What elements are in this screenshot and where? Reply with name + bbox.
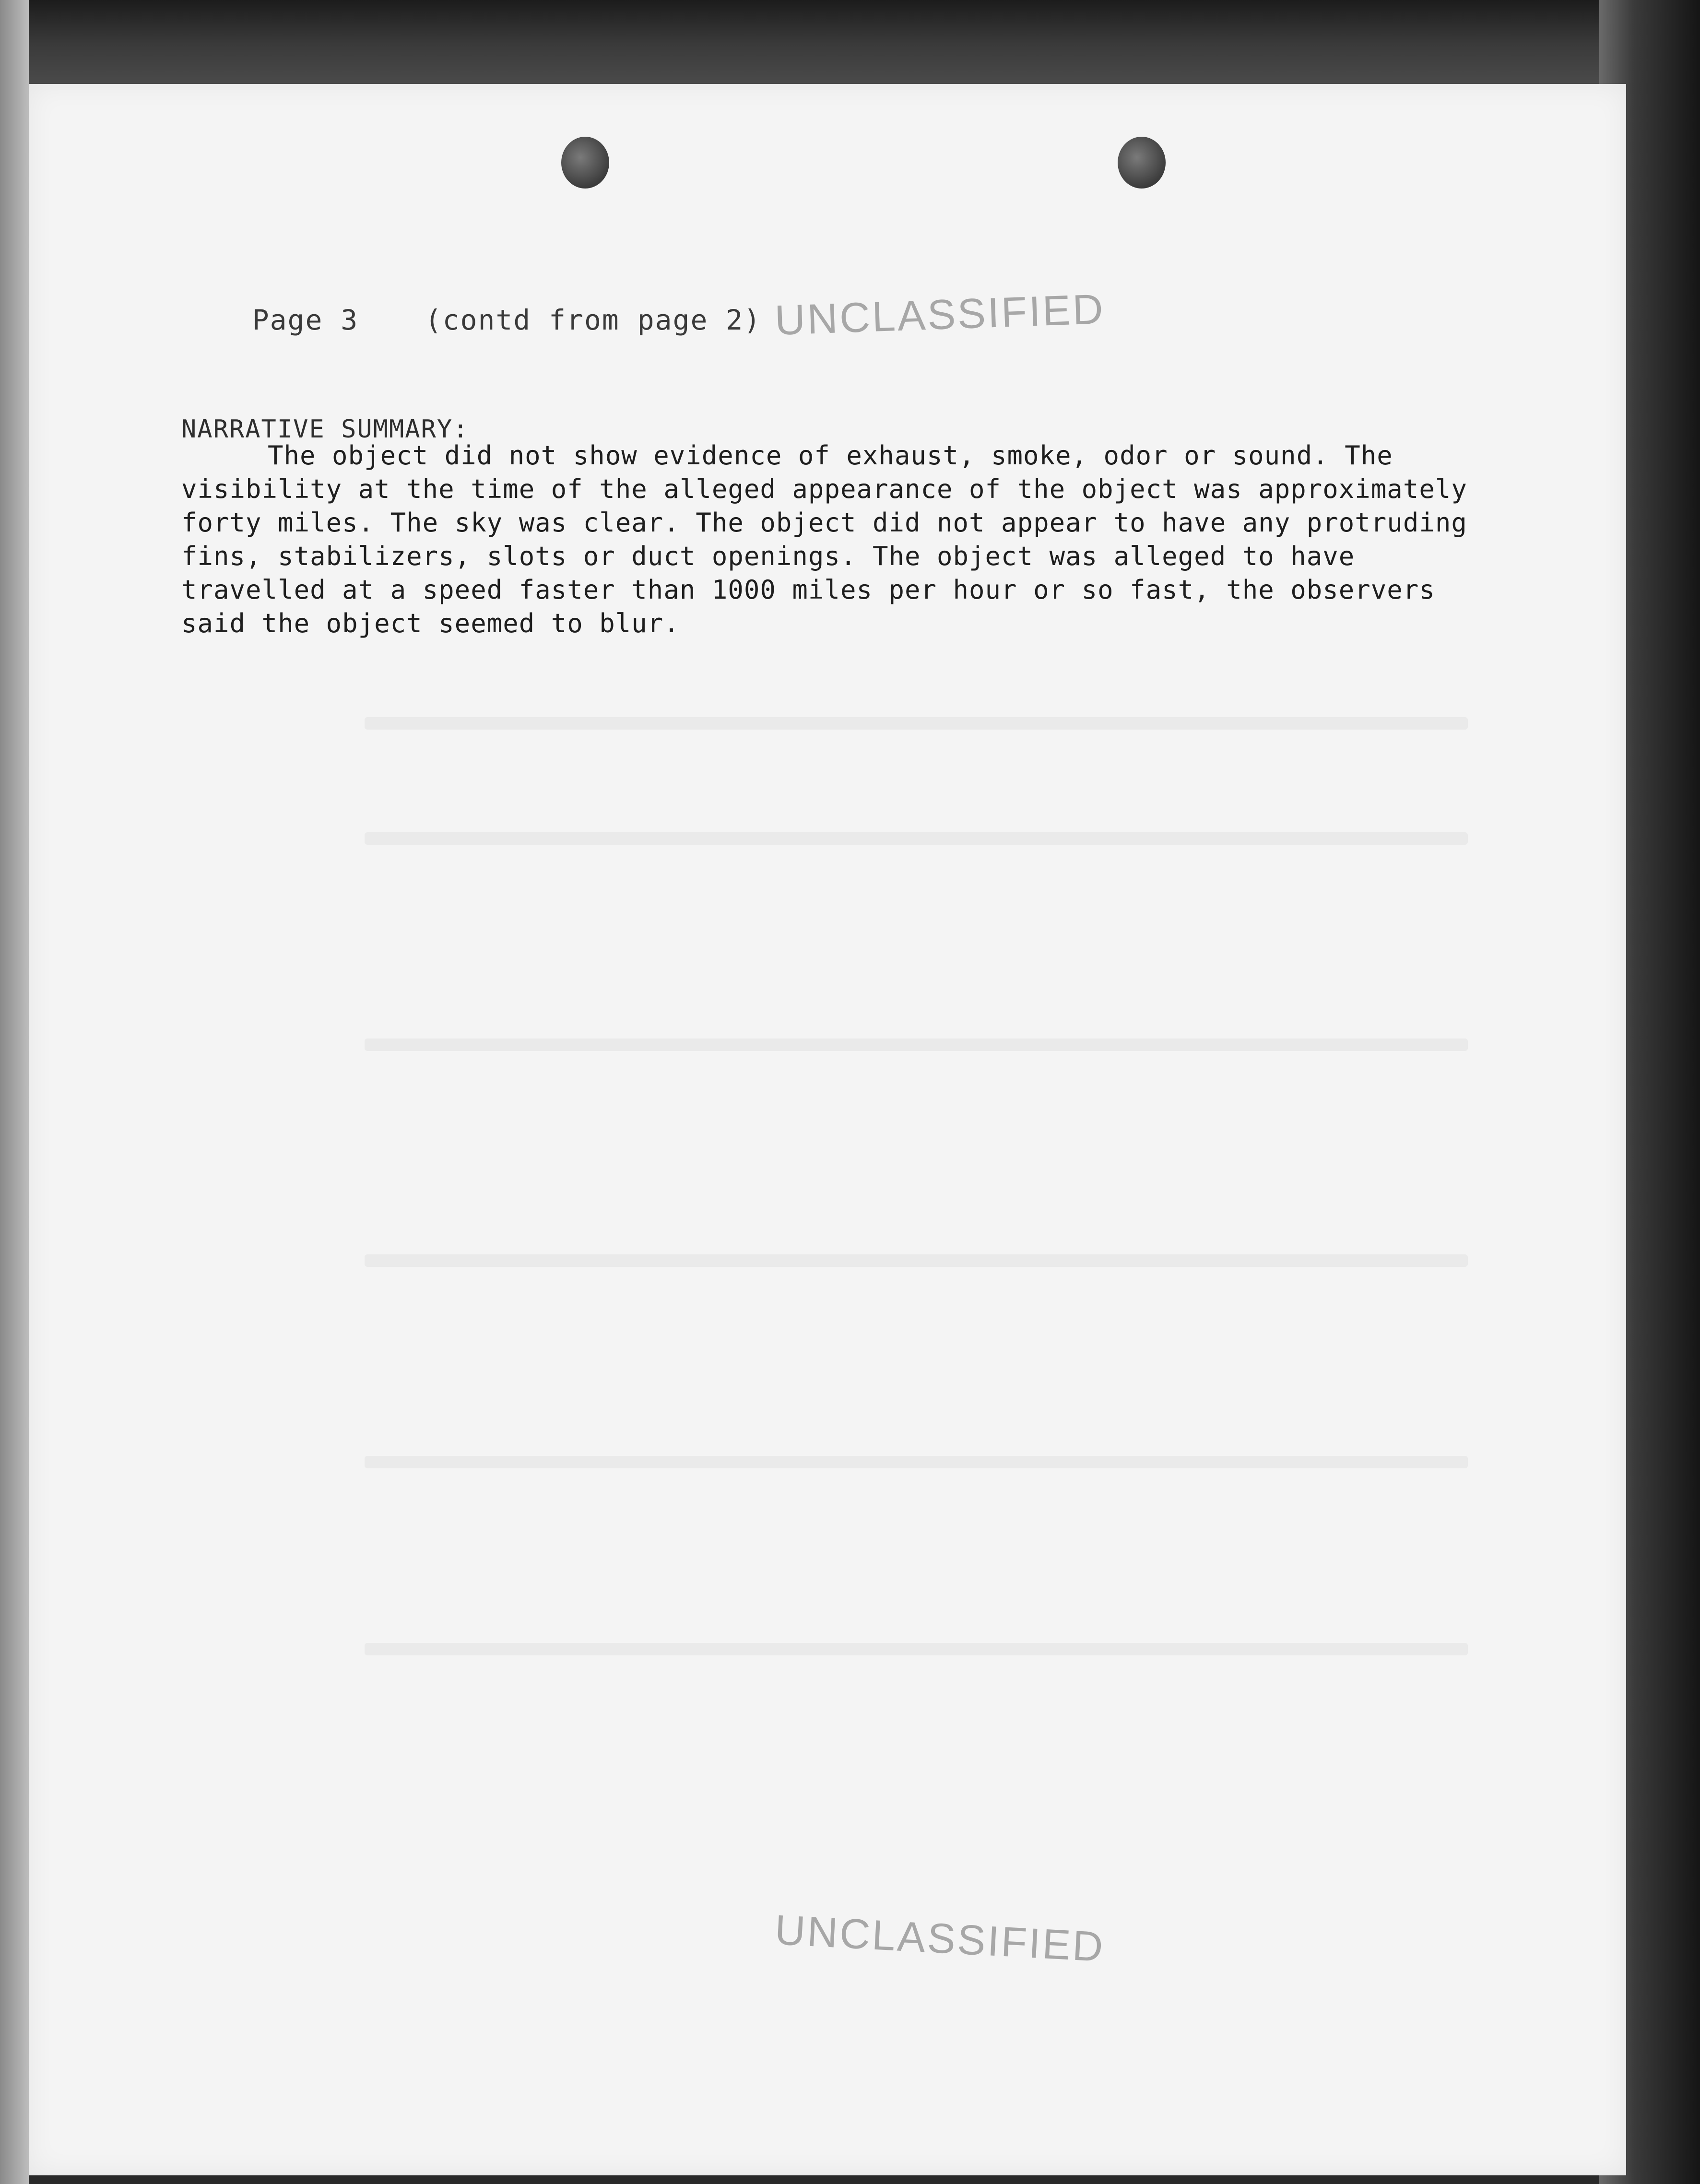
bleed-through-mark — [365, 1643, 1468, 1655]
classification-stamp-bottom: UNCLASSIFIED — [773, 1906, 1106, 1971]
bleed-through-mark — [365, 717, 1468, 730]
bleed-through-mark — [365, 1039, 1468, 1051]
punch-hole-right — [1118, 137, 1166, 189]
continuation-note: (contd from page 2) — [425, 304, 762, 336]
narrative-line: forty miles. The sky was clear. The object did not appear to have any protruding — [181, 508, 1467, 538]
narrative-line: travelled at a speed faster than 1000 miles per hour or so fast, the observers — [181, 575, 1435, 605]
page-label: Page 3 — [252, 304, 359, 336]
page-header — [181, 271, 761, 369]
document-page — [29, 84, 1626, 2175]
narrative-line: fins, stabilizers, slots or duct openings. The object was alleged to have — [181, 541, 1355, 571]
narrative-line: visibility at the time of the alleged appearance of the object was approximately — [181, 474, 1467, 504]
bleed-through-mark — [365, 1254, 1468, 1267]
scan-left-edge — [0, 0, 29, 2184]
section-heading: NARRATIVE SUMMARY: — [181, 415, 469, 444]
punch-hole-left — [561, 137, 609, 189]
bleed-through-mark — [365, 832, 1468, 845]
narrative-paragraph — [181, 439, 1601, 640]
narrative-line: The object did not show evidence of exhaust, smoke, odor or sound. The — [268, 440, 1393, 471]
bleed-through-mark — [365, 1456, 1468, 1468]
narrative-line: said the object seemed to blur. — [181, 608, 680, 638]
classification-stamp-top: UNCLASSIFIED — [774, 285, 1106, 344]
